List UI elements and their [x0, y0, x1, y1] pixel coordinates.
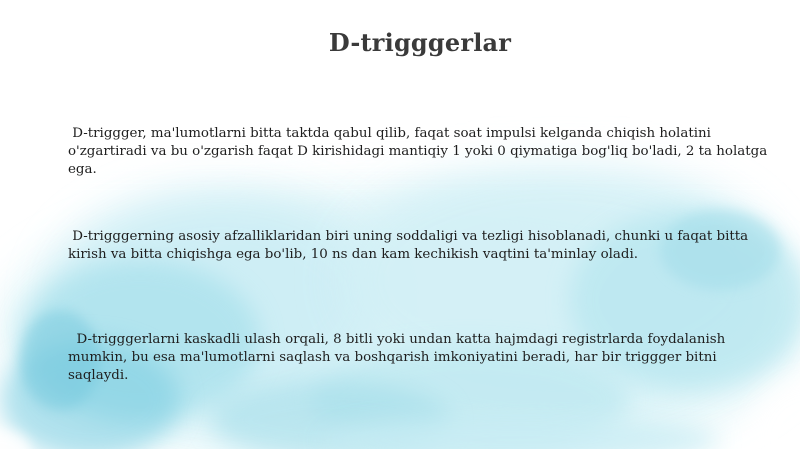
- paragraph-1: D-triggger, ma'lumotlarni bitta taktda qabul qilib, faqat soat impulsi kelganda chiqish holatini o'zgartiradi va bu o'zgarish faqat D kirishidagi mantiqiy 1 yoki 0 qiymatiga bog'liq bo'ladi, 2 ta holatga ega.: [68, 126, 772, 177]
- paragraph-2: D-trigggerning asosiy afzalliklaridan biri uning soddaligi va tezligi hisoblanadi, chunki u faqat bitta kirish va bitta chiqishga ega bo'lib, 10 ns dan kam kechikish vaqtini ta'minlay oladi.: [68, 229, 753, 262]
- slide-title: D-trigggerlar: [328, 28, 512, 57]
- paragraph-3: D-trigggerlarni kaskadli ulash orqali, 8 bitli yoki undan katta hajmdagi registrlarda foydalanish mumkin, bu esa ma'lumotlarni saqlash va boshqarish imkoniyatini beradi, har bir triggger bitni saqlaydi.: [68, 332, 730, 383]
